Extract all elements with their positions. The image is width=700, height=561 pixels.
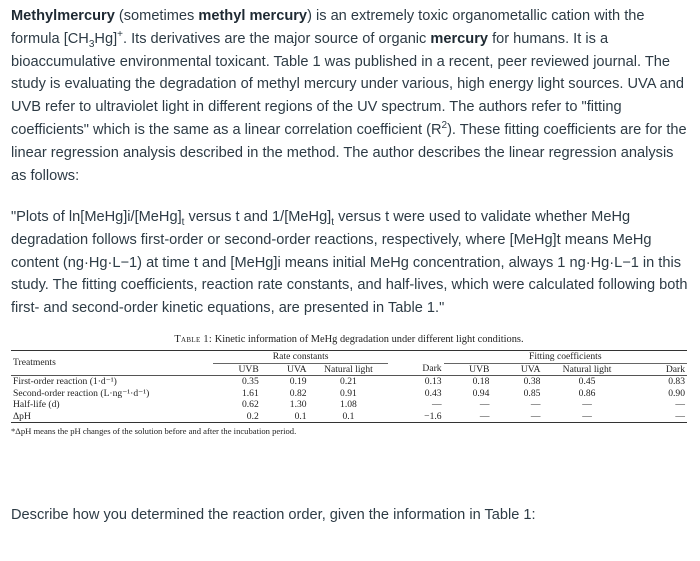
table-caption-text: Kinetic information of MeHg degradation under different light conditions. — [214, 334, 524, 345]
column-header: Dark — [665, 363, 685, 375]
table-cell: — — [530, 399, 541, 410]
row-label: Half-life (d) — [13, 399, 60, 410]
kinetics-table — [11, 350, 687, 423]
row-label: Second-order reaction (L·ng⁻¹·d⁻¹) — [13, 387, 150, 399]
table-cell: — — [431, 399, 442, 410]
column-header: UVA — [520, 363, 541, 375]
question-text: Describe how you determined the reaction order, given the information in Table 1: — [11, 507, 536, 523]
table-cell: 0.85 — [523, 387, 541, 399]
table-cell: 0.1 — [294, 410, 307, 422]
table-cell: 0.86 — [578, 387, 596, 399]
table-cell: 0.45 — [578, 376, 596, 387]
table-cell: 0.18 — [472, 376, 490, 387]
table-label: Table 1: — [174, 334, 213, 345]
column-header: Natural light — [562, 363, 612, 375]
table-cell: 0.43 — [424, 387, 442, 399]
table-cell: 1.30 — [289, 399, 307, 410]
intro-paragraph: Methylmercury (sometimes methyl mercury) is an extremely toxic organometallic cation with the formula $[CH_3Hg]^+$. Its derivatives are the major source of organic mercury for humans. It is a bioaccumulative environmental toxicant. Table 1 was published in a recent, peer reviewed journal. The study is evaluating the degradation of methyl mercury under various, high energy light sources. UVA and UVB refer to ultraviolet light in different regions of the UV spectrum. The authors refer to "fitting coefficients" which is the same as a linear correlation coefficient $(R^2)$. These fitting coefficients are for the linear regression analysis described in the method. The author describes the linear regression analysis as follows: — [11, 8, 687, 184]
table-cell: 0.1 — [342, 410, 355, 422]
table-cell: — — [479, 399, 490, 410]
table-cell: −1.6 — [424, 410, 442, 422]
row-label: First-order reaction (1·d⁻¹) — [13, 376, 117, 387]
table-cell: — — [582, 399, 592, 410]
table-cell: 0.38 — [523, 376, 541, 387]
column-header: Dark — [422, 363, 442, 375]
table-caption — [11, 334, 687, 345]
table-cell: 0.2 — [246, 410, 259, 422]
table-cell: 1.61 — [241, 387, 259, 399]
kinetics-table-figure — [11, 334, 687, 436]
term-methylmercury: Methylmercury — [11, 8, 115, 24]
table-footnote: *ΔpH means the pH changes of the solution before and after the incubation period. — [11, 426, 297, 436]
table-body — [11, 376, 687, 423]
table-cell: 0.13 — [424, 376, 442, 387]
column-header: UVB — [238, 363, 259, 375]
treatments-header: Treatments — [13, 357, 56, 369]
table-cell: 1.08 — [340, 399, 357, 410]
table-cell: — — [479, 410, 490, 422]
table-cell: 0.82 — [289, 387, 307, 399]
table-cell: — — [675, 399, 685, 410]
table-cell: 0.91 — [340, 387, 357, 399]
table-cell: 0.21 — [340, 376, 357, 387]
table-row — [11, 399, 687, 411]
row-label: ΔpH — [13, 410, 31, 422]
rate-constants-header: Rate constants — [213, 351, 388, 364]
table-row — [11, 388, 687, 400]
table-cell: 0.62 — [241, 399, 259, 410]
table-cell: 0.83 — [668, 376, 685, 387]
term-methyl-mercury: methyl mercury — [198, 8, 308, 24]
table-cell: 0.35 — [241, 376, 259, 387]
quote-paragraph: "Plots of $\ln[MeHg]i/[MeHg]_t$ versus t and $1/[MeHg]_t$ versus t were used to validate whether MeHg degradation follows first-order or second-order reactions, respectively, where [MeHg]t means MeHg content (ng·Hg·L−1) at time t and [MeHg]i means initial MeHg concentration, always 1 ng·Hg·L−1 in this study. The fitting coefficients, reaction rate constants, and half-lives, which were calculated following both first- and second-order kinetic equations, are presented in Table 1." — [11, 209, 688, 317]
table-row — [11, 376, 687, 388]
column-header: Natural light — [324, 363, 373, 375]
table-cell: — — [582, 410, 592, 422]
table-cell: 0.19 — [289, 376, 307, 387]
table-cell: 0.90 — [668, 387, 685, 399]
table-cell: 0.94 — [472, 387, 490, 399]
table-cell: — — [675, 410, 685, 422]
term-mercury: mercury — [430, 30, 489, 47]
column-header: UVA — [287, 363, 307, 375]
column-header: UVB — [469, 363, 490, 375]
fitting-coefficients-header: Fitting coefficients — [444, 351, 687, 364]
table-cell: — — [530, 410, 541, 422]
table-row — [11, 411, 687, 423]
